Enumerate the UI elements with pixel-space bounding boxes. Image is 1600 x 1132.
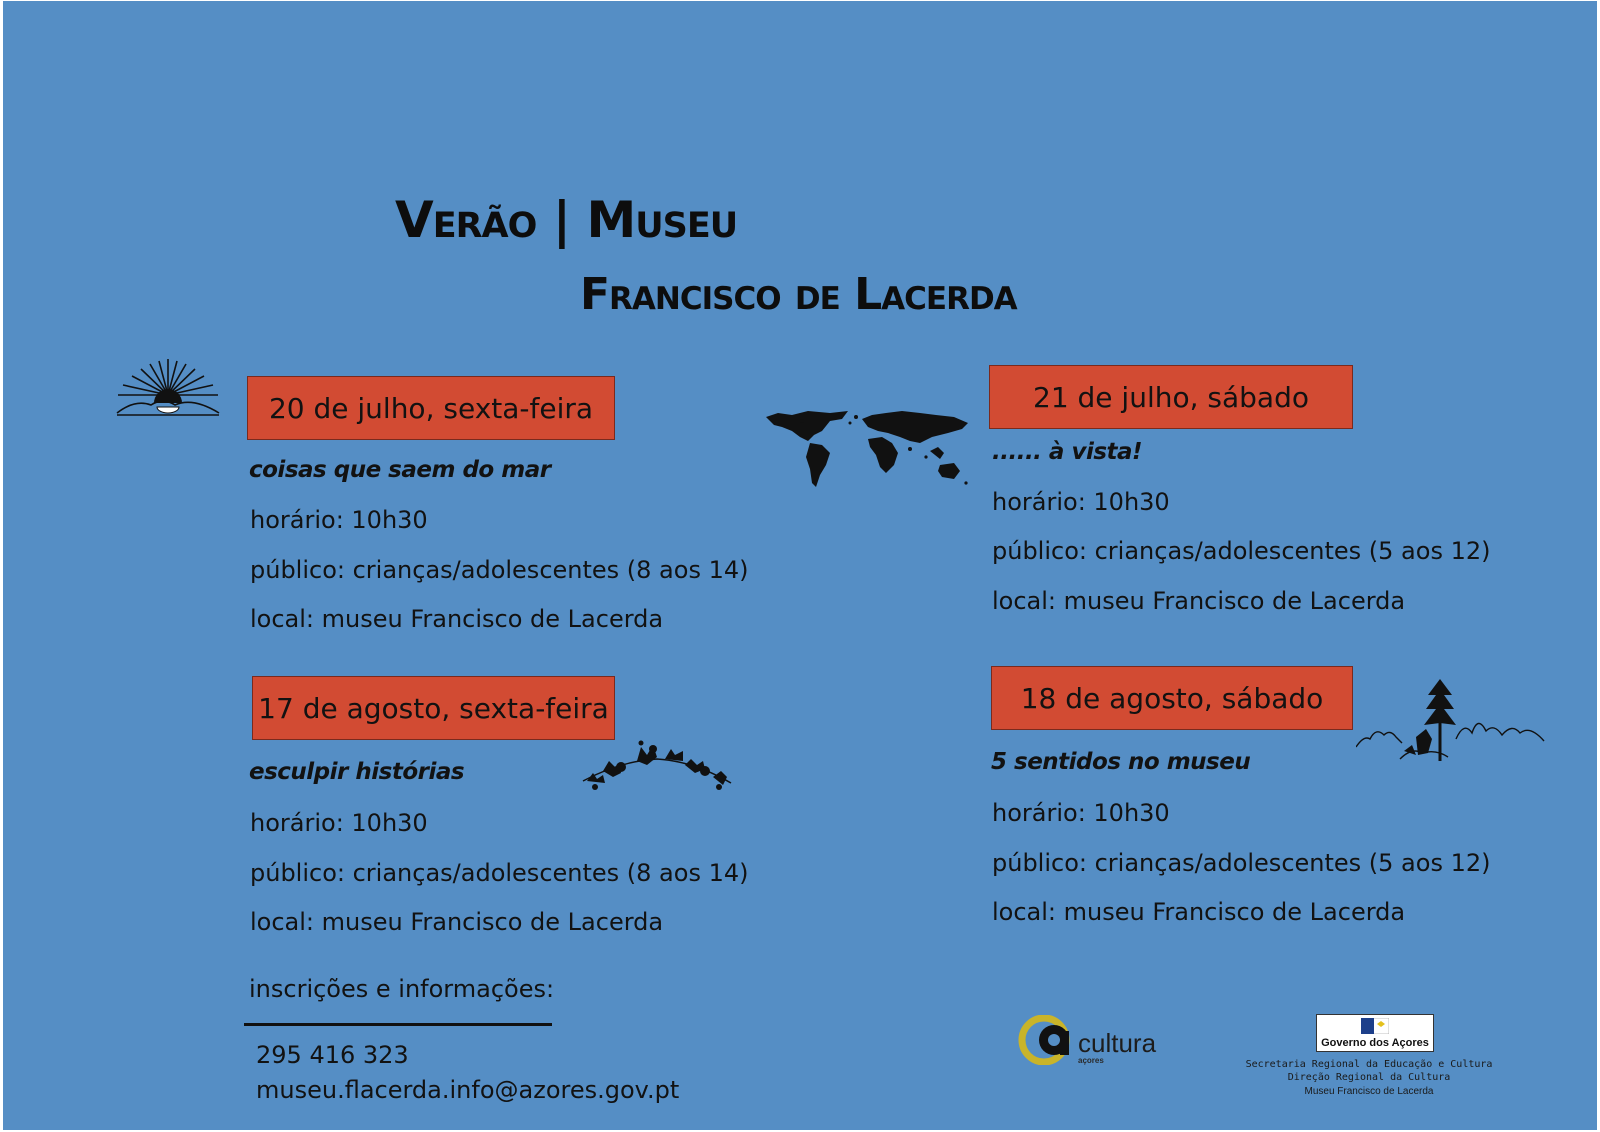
event-name: coisas que saem do mar <box>249 457 551 483</box>
flowers-icon <box>581 737 733 795</box>
government-logo <box>1316 1014 1434 1052</box>
event-date-box <box>247 376 615 440</box>
world-map-icon <box>760 409 980 499</box>
cultura-logo-text: cultura <box>1078 1028 1157 1058</box>
landscape-icon <box>1356 677 1546 767</box>
event-audience: público: crianças/adolescentes (5 aos 12) <box>992 537 1491 565</box>
event-schedule: horário: 10h30 <box>250 506 428 534</box>
event-location: local: museu Francisco de Lacerda <box>992 587 1406 615</box>
event-schedule: horário: 10h30 <box>992 799 1170 827</box>
event-location: local: museu Francisco de Lacerda <box>992 898 1406 926</box>
event-name: ...... à vista! <box>992 439 1143 465</box>
event-date: 21 de julho, sábado <box>1033 380 1309 414</box>
flag-icon <box>1361 1018 1389 1034</box>
event-name: esculpir histórias <box>249 759 465 785</box>
sun-icon <box>115 355 221 425</box>
event-audience: público: crianças/adolescentes (8 aos 14) <box>250 556 749 584</box>
event-date-box <box>989 365 1353 429</box>
event-date: 17 de agosto, sexta-feira <box>258 691 609 725</box>
contact-phone: 295 416 323 <box>256 1041 409 1069</box>
cultura-logo-subtext: açores <box>1078 1056 1104 1065</box>
contact-heading: inscrições e informações: <box>249 975 555 1003</box>
contact-divider <box>244 1023 552 1026</box>
secretariat-text: Secretaria Regional da Educação e Cultura <box>1245 1059 1493 1070</box>
museum-text: Museu Francisco de Lacerda <box>1304 1086 1434 1097</box>
event-name: 5 sentidos no museu <box>991 749 1251 775</box>
title-line-1: Verão | Museu <box>395 191 738 249</box>
government-logo-text: Governo dos Açores <box>1321 1037 1429 1049</box>
contact-email: museu.flacerda.info@azores.gov.pt <box>256 1076 680 1104</box>
event-schedule: horário: 10h30 <box>250 809 428 837</box>
directorate-text: Direção Regional da Cultura <box>1287 1072 1451 1083</box>
title-line-2: Francisco de Lacerda <box>580 269 1017 320</box>
event-date: 20 de julho, sexta-feira <box>268 391 594 425</box>
event-schedule: horário: 10h30 <box>992 488 1170 516</box>
event-date-box <box>991 666 1353 730</box>
event-date-box <box>252 676 615 740</box>
poster <box>3 1 1597 1130</box>
event-location: local: museu Francisco de Lacerda <box>250 605 664 633</box>
event-audience: público: crianças/adolescentes (5 aos 12) <box>992 849 1491 877</box>
event-location: local: museu Francisco de Lacerda <box>250 908 664 936</box>
event-date: 18 de agosto, sábado <box>1020 681 1324 715</box>
event-audience: público: crianças/adolescentes (8 aos 14) <box>250 859 749 887</box>
